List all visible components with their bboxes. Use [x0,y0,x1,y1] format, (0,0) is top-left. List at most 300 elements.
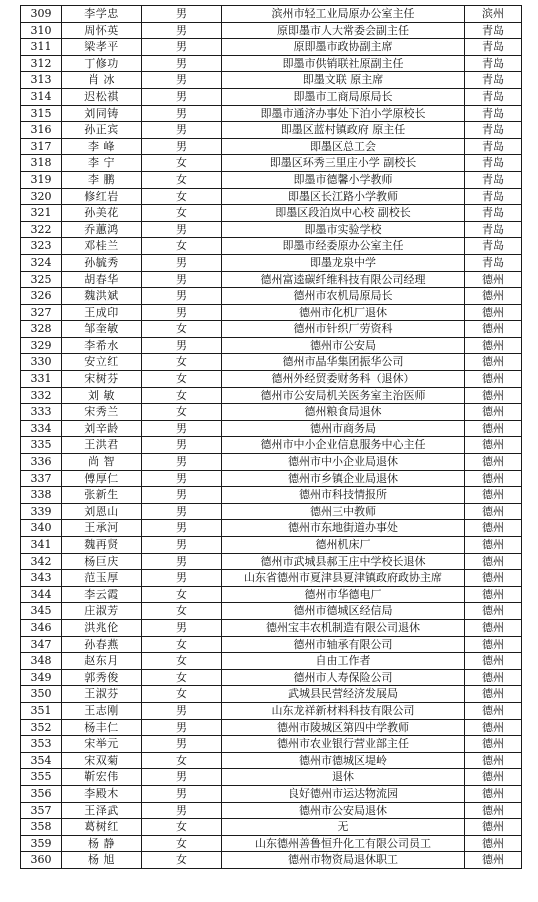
table-row [21,22,522,39]
table-row [21,254,522,271]
cell-unit: 德州机床厂 [222,537,465,554]
cell-gender: 男 [142,88,222,105]
cell-number: 310 [21,22,62,39]
cell-city: 青岛 [465,138,522,155]
cell-unit: 德州市商务局 [222,420,465,437]
cell-unit: 山东龙祥新材料科技有限公司 [222,702,465,719]
table-row [21,553,522,570]
cell-gender: 女 [142,752,222,769]
cell-number: 344 [21,586,62,603]
cell-name: 孙毓秀 [62,254,142,271]
cell-name: 宋举元 [62,736,142,753]
cell-city: 德州 [465,586,522,603]
cell-name: 王泽武 [62,802,142,819]
cell-gender: 男 [142,271,222,288]
table-row [21,835,522,852]
table-row [21,520,522,537]
cell-name: 刘辛龄 [62,420,142,437]
cell-gender: 女 [142,371,222,388]
cell-number: 315 [21,105,62,122]
cell-name: 周怀英 [62,22,142,39]
cell-unit: 即墨区总工会 [222,138,465,155]
table-row [21,702,522,719]
cell-number: 353 [21,736,62,753]
cell-gender: 男 [142,105,222,122]
cell-gender: 男 [142,454,222,471]
cell-unit: 德州市陵城区第四中学教师 [222,719,465,736]
cell-city: 德州 [465,553,522,570]
cell-unit: 德州市华德电厂 [222,586,465,603]
cell-city: 滨州 [465,6,522,23]
table-row [21,55,522,72]
cell-city: 青岛 [465,22,522,39]
cell-unit: 德州市德城区经信局 [222,603,465,620]
cell-city: 德州 [465,371,522,388]
cell-unit: 武城县民营经济发展局 [222,686,465,703]
cell-gender: 男 [142,22,222,39]
cell-city: 德州 [465,769,522,786]
cell-unit: 德州市晶华集团振华公司 [222,354,465,371]
cell-number: 325 [21,271,62,288]
cell-gender: 男 [142,736,222,753]
cell-unit: 德州市德城区堤岭 [222,752,465,769]
cell-unit: 即墨区长江路小学教师 [222,188,465,205]
roster-table [20,5,522,869]
cell-number: 357 [21,802,62,819]
table-row [21,819,522,836]
cell-name: 杨 静 [62,835,142,852]
cell-name: 杨丰仁 [62,719,142,736]
cell-name: 肖 冰 [62,72,142,89]
cell-name: 李云霞 [62,586,142,603]
cell-unit: 良好德州市运达物流园 [222,785,465,802]
cell-city: 德州 [465,454,522,471]
cell-number: 345 [21,603,62,620]
cell-name: 杨 旭 [62,852,142,869]
cell-number: 319 [21,171,62,188]
table-row [21,537,522,554]
cell-gender: 女 [142,238,222,255]
cell-number: 360 [21,852,62,869]
cell-unit: 德州市农业银行营业部主任 [222,736,465,753]
table-row [21,205,522,222]
table-row [21,337,522,354]
table-row [21,653,522,670]
table-row [21,72,522,89]
cell-unit: 即墨市供销联社原副主任 [222,55,465,72]
table-row [21,188,522,205]
cell-gender: 男 [142,470,222,487]
cell-number: 341 [21,537,62,554]
cell-number: 324 [21,254,62,271]
cell-unit: 即墨文联 原主席 [222,72,465,89]
cell-city: 德州 [465,636,522,653]
cell-number: 356 [21,785,62,802]
cell-gender: 男 [142,802,222,819]
cell-city: 青岛 [465,205,522,222]
cell-name: 郭秀俊 [62,669,142,686]
cell-gender: 女 [142,188,222,205]
cell-name: 洪兆伦 [62,619,142,636]
cell-number: 358 [21,819,62,836]
cell-number: 347 [21,636,62,653]
cell-gender: 男 [142,6,222,23]
table-row [21,271,522,288]
cell-unit: 德州市公安局 [222,337,465,354]
cell-unit: 德州外经贸委财务科（退休） [222,371,465,388]
cell-unit: 德州市中小企业局退休 [222,454,465,471]
cell-unit: 即墨市经委原办公室主任 [222,238,465,255]
table-row [21,636,522,653]
table-row [21,586,522,603]
cell-name: 孙美花 [62,205,142,222]
cell-unit: 即墨区段泊岚中心校 副校长 [222,205,465,222]
cell-gender: 女 [142,321,222,338]
cell-unit: 山东省德州市夏津县夏津镇政府政协主席 [222,570,465,587]
cell-number: 335 [21,437,62,454]
cell-name: 傅厚仁 [62,470,142,487]
cell-unit: 即墨区环秀三里庄小学 副校长 [222,155,465,172]
cell-name: 迟松祺 [62,88,142,105]
cell-city: 青岛 [465,39,522,56]
cell-name: 邓桂兰 [62,238,142,255]
cell-gender: 男 [142,420,222,437]
cell-city: 德州 [465,702,522,719]
table-row [21,171,522,188]
cell-name: 葛树红 [62,819,142,836]
cell-city: 德州 [465,603,522,620]
cell-number: 313 [21,72,62,89]
cell-name: 王志刚 [62,702,142,719]
cell-name: 庄淑芳 [62,603,142,620]
table-row [21,404,522,421]
cell-name: 孙春燕 [62,636,142,653]
cell-gender: 女 [142,205,222,222]
cell-gender: 女 [142,404,222,421]
cell-unit: 滨州市轻工业局原办公室主任 [222,6,465,23]
cell-gender: 男 [142,537,222,554]
cell-number: 338 [21,487,62,504]
cell-unit: 即墨区蓝村镇政府 原主任 [222,122,465,139]
cell-unit: 退休 [222,769,465,786]
cell-gender: 男 [142,719,222,736]
cell-gender: 男 [142,570,222,587]
cell-number: 323 [21,238,62,255]
cell-city: 德州 [465,669,522,686]
cell-unit: 德州市武城县郝王庄中学校长退休 [222,553,465,570]
cell-gender: 女 [142,387,222,404]
cell-number: 359 [21,835,62,852]
cell-city: 德州 [465,719,522,736]
cell-name: 王洪君 [62,437,142,454]
cell-number: 312 [21,55,62,72]
cell-name: 王淑芬 [62,686,142,703]
cell-unit: 德州市中小企业信息服务中心主任 [222,437,465,454]
table-row [21,387,522,404]
cell-number: 334 [21,420,62,437]
cell-name: 宋树芬 [62,371,142,388]
cell-number: 346 [21,619,62,636]
cell-unit: 德州市公安局退休 [222,802,465,819]
table-row [21,354,522,371]
table-row [21,105,522,122]
cell-number: 320 [21,188,62,205]
cell-number: 309 [21,6,62,23]
cell-gender: 男 [142,702,222,719]
cell-unit: 即墨龙泉中学 [222,254,465,271]
cell-unit: 自由工作者 [222,653,465,670]
table-row [21,802,522,819]
cell-name: 李 宁 [62,155,142,172]
cell-name: 尚 智 [62,454,142,471]
table-row [21,769,522,786]
cell-number: 329 [21,337,62,354]
cell-unit: 即墨市通济办事处下泊小学原校长 [222,105,465,122]
cell-number: 355 [21,769,62,786]
cell-name: 魏洪斌 [62,288,142,305]
cell-city: 德州 [465,619,522,636]
table-row [21,88,522,105]
cell-gender: 男 [142,55,222,72]
table-row [21,371,522,388]
cell-unit: 德州市物资局退休职工 [222,852,465,869]
cell-city: 德州 [465,819,522,836]
cell-unit: 即墨市实验学校 [222,221,465,238]
cell-city: 青岛 [465,238,522,255]
cell-name: 修红岩 [62,188,142,205]
cell-unit: 原即墨市政协副主席 [222,39,465,56]
roster-body [21,6,522,869]
cell-number: 321 [21,205,62,222]
table-row [21,470,522,487]
table-row [21,785,522,802]
cell-number: 350 [21,686,62,703]
cell-name: 梁孝平 [62,39,142,56]
table-row [21,288,522,305]
table-row [21,122,522,139]
cell-city: 青岛 [465,122,522,139]
cell-city: 德州 [465,686,522,703]
cell-name: 王成印 [62,304,142,321]
cell-city: 德州 [465,404,522,421]
cell-name: 安立红 [62,354,142,371]
table-row [21,420,522,437]
cell-gender: 男 [142,769,222,786]
cell-gender: 男 [142,437,222,454]
cell-gender: 男 [142,619,222,636]
cell-gender: 男 [142,39,222,56]
table-row [21,221,522,238]
cell-unit: 德州富逵碳纤维科技有限公司经理 [222,271,465,288]
cell-gender: 男 [142,122,222,139]
cell-city: 德州 [465,520,522,537]
cell-city: 青岛 [465,55,522,72]
cell-city: 青岛 [465,171,522,188]
cell-number: 340 [21,520,62,537]
cell-unit: 德州市化机厂退休 [222,304,465,321]
cell-gender: 男 [142,221,222,238]
table-row [21,437,522,454]
cell-number: 348 [21,653,62,670]
cell-city: 德州 [465,653,522,670]
table-row [21,570,522,587]
cell-unit: 德州市农机局原局长 [222,288,465,305]
cell-unit: 德州市乡镇企业局退休 [222,470,465,487]
cell-gender: 男 [142,337,222,354]
cell-city: 德州 [465,271,522,288]
table-row [21,238,522,255]
cell-city: 德州 [465,437,522,454]
cell-unit: 德州宝丰农机制造有限公司退休 [222,619,465,636]
cell-gender: 女 [142,852,222,869]
table-row [21,304,522,321]
cell-gender: 女 [142,653,222,670]
cell-gender: 男 [142,254,222,271]
cell-city: 青岛 [465,221,522,238]
cell-name: 魏再贤 [62,537,142,554]
cell-city: 德州 [465,387,522,404]
cell-unit: 德州市公安局机关医务室主治医师 [222,387,465,404]
cell-number: 342 [21,553,62,570]
cell-number: 351 [21,702,62,719]
cell-name: 李 鹏 [62,171,142,188]
cell-name: 宋秀兰 [62,404,142,421]
cell-unit: 德州市人寿保险公司 [222,669,465,686]
cell-number: 337 [21,470,62,487]
cell-unit: 原即墨市人大常委会副主任 [222,22,465,39]
cell-unit: 即墨市工商局原局长 [222,88,465,105]
cell-gender: 女 [142,354,222,371]
cell-gender: 男 [142,785,222,802]
cell-number: 354 [21,752,62,769]
cell-number: 330 [21,354,62,371]
cell-gender: 男 [142,72,222,89]
cell-gender: 女 [142,603,222,620]
cell-number: 326 [21,288,62,305]
cell-name: 范玉厚 [62,570,142,587]
cell-city: 青岛 [465,155,522,172]
cell-number: 336 [21,454,62,471]
table-row [21,454,522,471]
cell-name: 李殿木 [62,785,142,802]
cell-city: 德州 [465,470,522,487]
roster-sheet [20,5,522,869]
cell-city: 德州 [465,503,522,520]
cell-city: 青岛 [465,105,522,122]
cell-city: 德州 [465,304,522,321]
table-row [21,719,522,736]
table-row [21,619,522,636]
table-row [21,138,522,155]
cell-city: 德州 [465,835,522,852]
cell-city: 德州 [465,785,522,802]
cell-gender: 男 [142,304,222,321]
table-row [21,503,522,520]
table-row [21,736,522,753]
cell-city: 德州 [465,337,522,354]
cell-name: 王承河 [62,520,142,537]
cell-number: 316 [21,122,62,139]
cell-city: 德州 [465,752,522,769]
cell-unit: 德州粮食局退休 [222,404,465,421]
cell-gender: 女 [142,636,222,653]
cell-gender: 男 [142,553,222,570]
cell-name: 孙正宾 [62,122,142,139]
table-row [21,686,522,703]
cell-unit: 德州三中教师 [222,503,465,520]
cell-name: 刘同铸 [62,105,142,122]
table-row [21,6,522,23]
cell-number: 327 [21,304,62,321]
cell-name: 刘 敏 [62,387,142,404]
cell-number: 331 [21,371,62,388]
table-row [21,39,522,56]
cell-gender: 女 [142,819,222,836]
cell-gender: 女 [142,686,222,703]
cell-name: 宋双菊 [62,752,142,769]
table-row [21,603,522,620]
cell-city: 德州 [465,288,522,305]
cell-name: 赵东月 [62,653,142,670]
cell-unit: 山东德州善鲁恒升化工有限公司员工 [222,835,465,852]
table-row [21,752,522,769]
cell-number: 318 [21,155,62,172]
cell-name: 丁修功 [62,55,142,72]
cell-city: 青岛 [465,72,522,89]
cell-city: 德州 [465,354,522,371]
cell-city: 德州 [465,852,522,869]
cell-gender: 男 [142,288,222,305]
cell-name: 靳宏伟 [62,769,142,786]
cell-name: 李 峰 [62,138,142,155]
cell-number: 314 [21,88,62,105]
cell-city: 德州 [465,420,522,437]
cell-gender: 女 [142,171,222,188]
cell-city: 青岛 [465,188,522,205]
cell-city: 青岛 [465,88,522,105]
cell-name: 杨巨庆 [62,553,142,570]
cell-number: 322 [21,221,62,238]
cell-number: 328 [21,321,62,338]
cell-number: 311 [21,39,62,56]
cell-name: 乔蕙鸿 [62,221,142,238]
cell-city: 德州 [465,537,522,554]
cell-city: 德州 [465,736,522,753]
cell-name: 胡春华 [62,271,142,288]
cell-unit: 德州市轴承有限公司 [222,636,465,653]
table-row [21,852,522,869]
cell-gender: 男 [142,520,222,537]
cell-name: 张新生 [62,487,142,504]
cell-number: 349 [21,669,62,686]
cell-city: 青岛 [465,254,522,271]
cell-unit: 德州市科技情报所 [222,487,465,504]
cell-city: 德州 [465,487,522,504]
cell-city: 德州 [465,570,522,587]
cell-number: 339 [21,503,62,520]
cell-city: 德州 [465,802,522,819]
table-row [21,669,522,686]
cell-number: 317 [21,138,62,155]
cell-name: 刘恩山 [62,503,142,520]
cell-number: 333 [21,404,62,421]
cell-unit: 无 [222,819,465,836]
cell-number: 343 [21,570,62,587]
cell-unit: 德州市东地街道办事处 [222,520,465,537]
cell-name: 李学忠 [62,6,142,23]
cell-gender: 女 [142,155,222,172]
cell-gender: 男 [142,487,222,504]
